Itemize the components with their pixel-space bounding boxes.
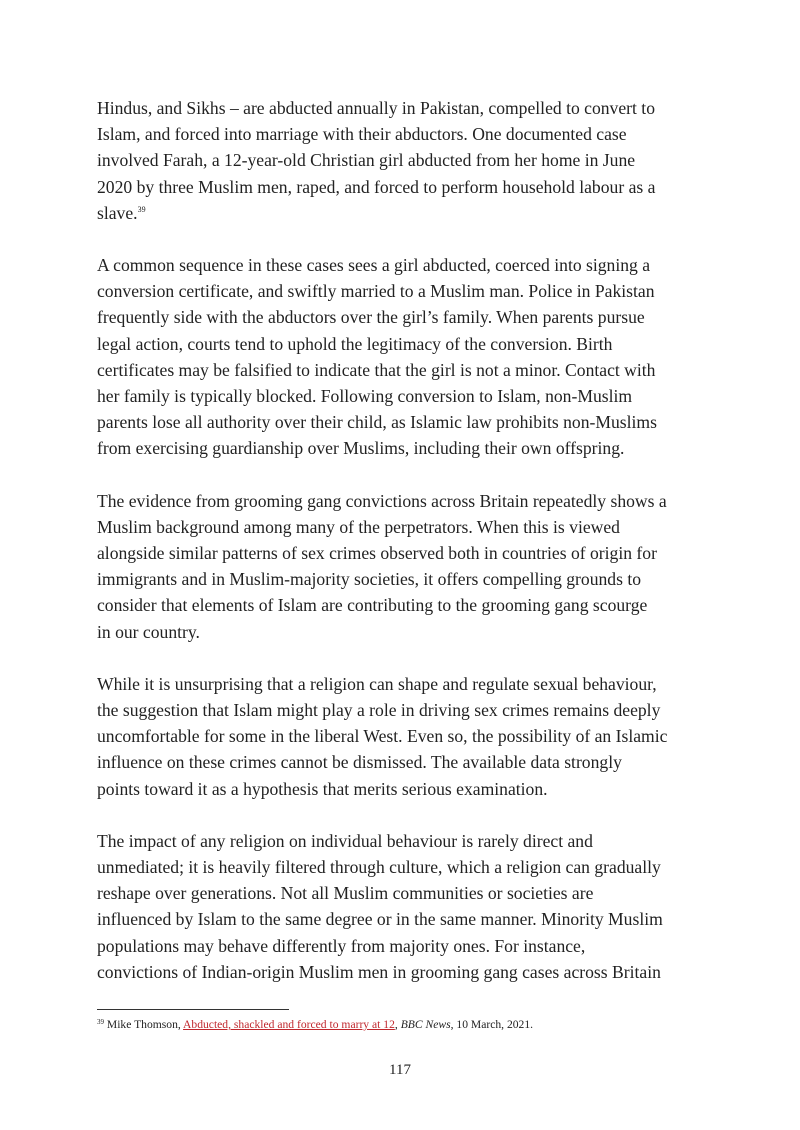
body-text <box>97 95 737 1011</box>
text-line: convictions of Indian-origin Muslim men in grooming gang cases across Britain <box>97 961 661 982</box>
footnote-reference[interactable]: 39 <box>137 204 146 214</box>
text-line: A common sequence in these cases sees a girl abducted, coerced into signing a <box>97 255 651 276</box>
text-line: reshape over generations. Not all Muslim communities or societies are <box>97 883 594 904</box>
text-line: influenced by Islam to the same degree or in the same manner. Minority Muslim <box>97 909 663 930</box>
text-line: parents lose all authority over their child, as Islamic law prohibits non-Muslims <box>97 412 657 433</box>
footnote <box>97 1018 533 1032</box>
text-line: immigrants and in Muslim-majority societies, it offers compelling grounds to <box>97 569 642 590</box>
text-line: involved Farah, a 12-year-old Christian girl abducted from her home in June <box>97 150 636 171</box>
text-line: influence on these crimes cannot be dismissed. The available data strongly <box>97 752 622 773</box>
text-line: her family is typically blocked. Following conversion to Islam, non-Muslim <box>97 386 633 407</box>
paragraph-4 <box>97 671 737 802</box>
text-line: The evidence from grooming gang convictions across Britain repeatedly shows a <box>97 490 667 511</box>
text-line <box>97 200 737 226</box>
footnote-comma: , <box>394 1018 398 1031</box>
footnote-source-link[interactable]: Abducted, shackled and forced to marry at 12 <box>183 1018 395 1031</box>
paragraph-3 <box>97 488 737 645</box>
text-line: conversion certificate, and swiftly married to a Muslim man. Police in Pakistan <box>97 281 655 302</box>
text-line: points toward it as a hypothesis that merits serious examination. <box>97 778 548 799</box>
text-line: Muslim background among many of the perpetrators. When this is viewed <box>97 516 620 537</box>
text-line: unmediated; it is heavily filtered through culture, which a religion can gradually <box>97 857 661 878</box>
footnote-publication: BBC News <box>400 1018 451 1031</box>
footnote-date: , 10 March, 2021. <box>450 1018 534 1031</box>
page-number: 117 <box>389 1062 411 1078</box>
text-line: Islam, and forced into marriage with their abductors. One documented case <box>97 124 627 145</box>
footnote-author: Mike Thomson, <box>106 1018 181 1031</box>
text-line: certificates may be falsified to indicate that the girl is not a minor. Contact with <box>97 359 656 380</box>
text-line: The impact of any religion on individual behaviour is rarely direct and <box>97 830 593 851</box>
text-line: consider that elements of Islam are contributing to the grooming gang scourge <box>97 595 648 616</box>
text-line: the suggestion that Islam might play a role in driving sex crimes remains deeply <box>97 700 661 721</box>
text-line: Hindus, and Sikhs – are abducted annually in Pakistan, compelled to convert to <box>97 98 655 118</box>
paragraph-5 <box>97 828 737 985</box>
text-line: in our country. <box>97 621 200 642</box>
text-line: uncomfortable for some in the liberal West. Even so, the possibility of an Islamic <box>97 726 668 747</box>
text-line-end: slave. <box>97 202 138 223</box>
text-line: alongside similar patterns of sex crimes observed both in countries of origin for <box>97 543 657 564</box>
paragraph-2 <box>97 252 737 462</box>
text-line: populations may behave differently from majority ones. For instance, <box>97 935 586 956</box>
text-line: frequently side with the abductors over the girl’s family. When parents pursue <box>97 307 645 328</box>
paragraph-1 <box>97 95 737 226</box>
text-line: 2020 by three Muslim men, raped, and forced to perform household labour as a <box>97 176 656 197</box>
footnote-divider <box>97 1009 289 1010</box>
text-line: legal action, courts tend to uphold the legitimacy of the conversion. Birth <box>97 333 613 354</box>
text-line: from exercising guardianship over Muslims, including their own offspring. <box>97 438 625 459</box>
footnote-number: 39 <box>97 1018 104 1026</box>
text-line: While it is unsurprising that a religion can shape and regulate sexual behaviour, <box>97 673 657 694</box>
